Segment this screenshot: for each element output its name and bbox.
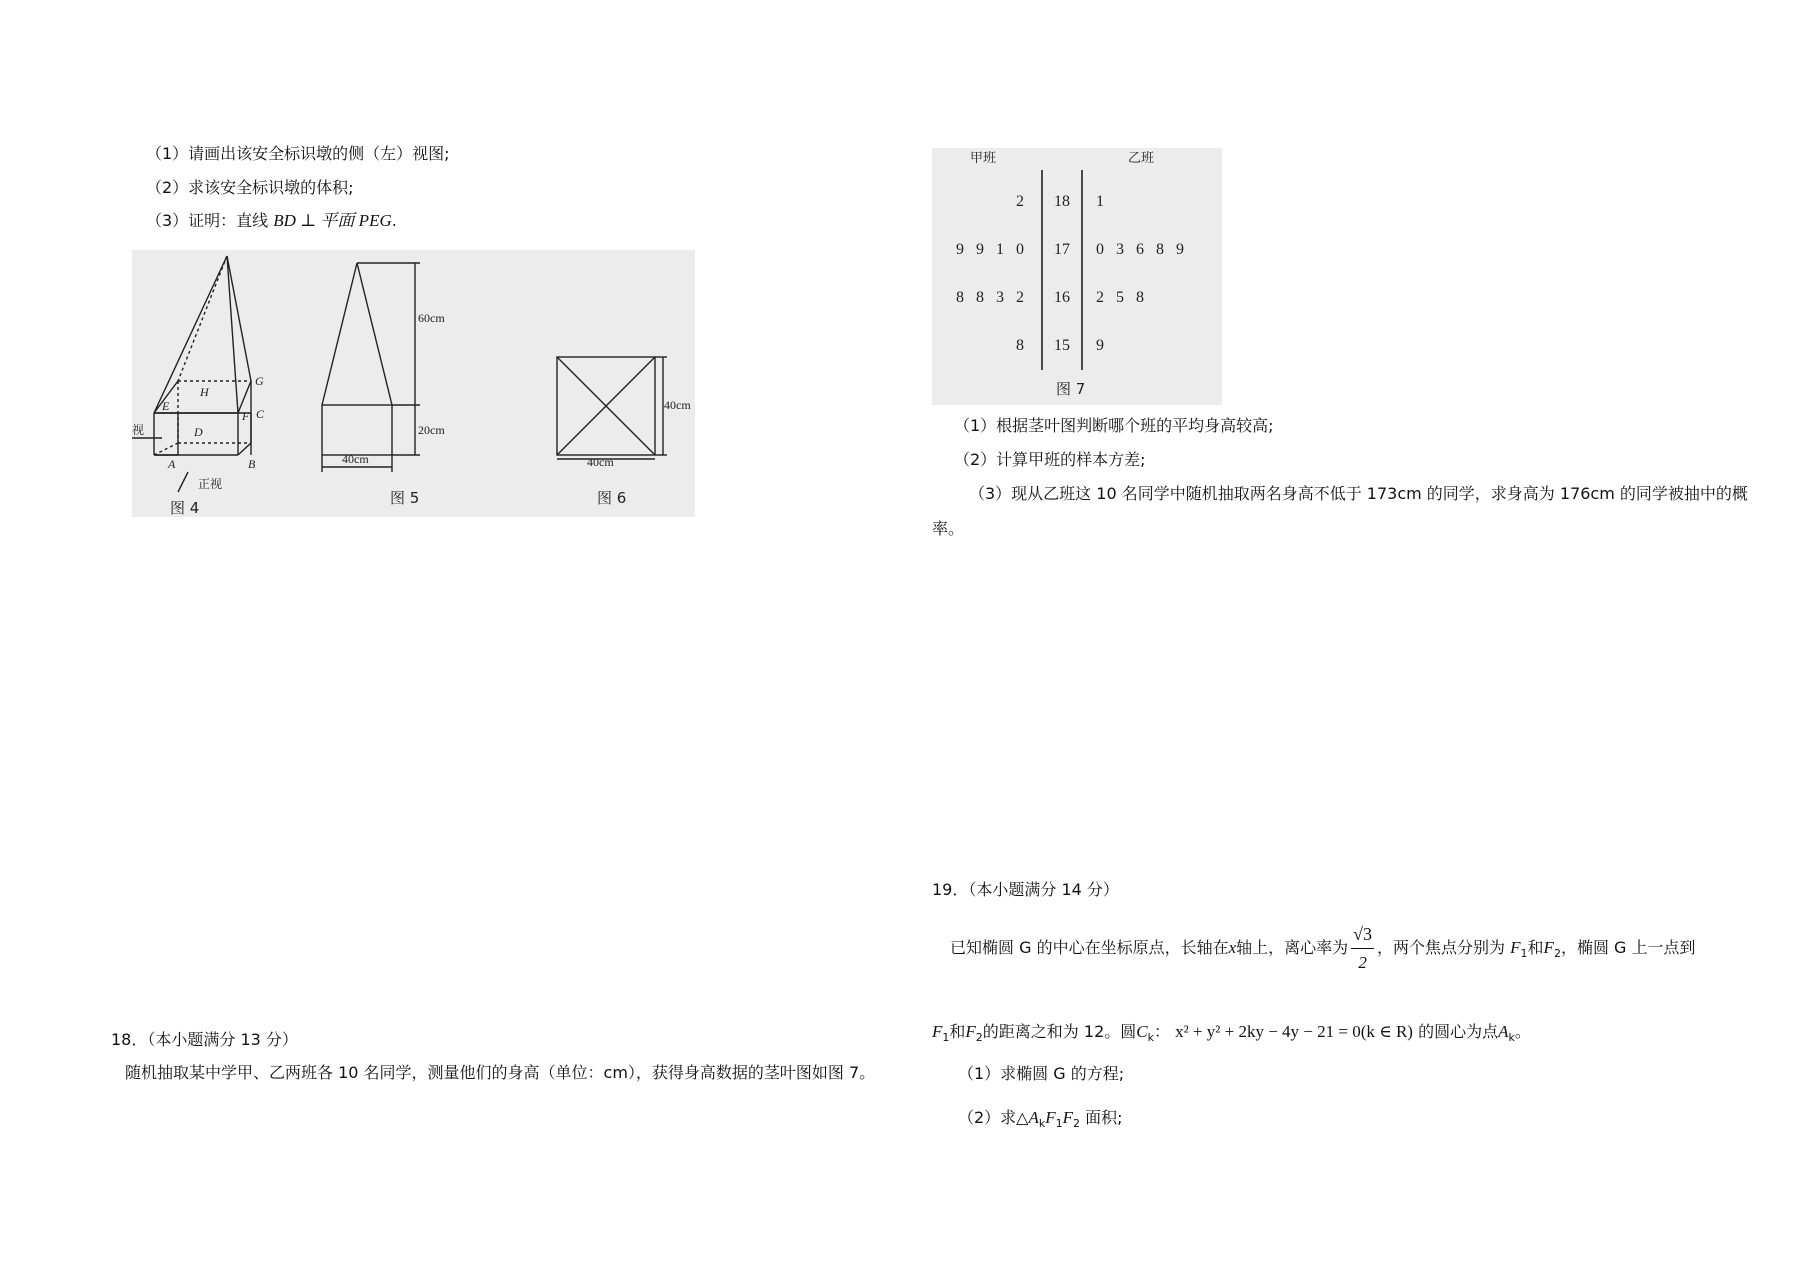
dim-40cm-fig5: 40cm: [342, 452, 369, 466]
fig5-caption: 图 5: [390, 489, 420, 507]
dim-40cm-fig6-bottom: 40cm: [587, 455, 614, 469]
header-class-a: 甲班: [970, 150, 997, 165]
q17-item-3: （3）证明：直线 BD ⊥ 平面 PEG.: [146, 211, 397, 230]
q19-line2-a: 的距离之和为 12。圆: [982, 1022, 1137, 1041]
dim-60cm: 60cm: [418, 311, 445, 325]
side-view-label: 视: [132, 423, 145, 437]
fig6-caption: 图 6: [597, 489, 627, 507]
q19-item-2: （2）求$\triangle A_kF_1F_2$ 面积;: [958, 1108, 1123, 1131]
leaf-a-16: 8 8 3 2: [956, 289, 1024, 306]
stem-16: 16: [1054, 289, 1070, 306]
point-B: B: [248, 457, 256, 471]
stem-17: 17: [1054, 241, 1070, 258]
q18-item-3: （3）现从乙班这 10 名同学中随机抽取两名身高不低于 173cm 的同学，求身高为 176cm 的同学被抽中的概: [969, 484, 1748, 503]
q19-line1-c: ，两个焦点分别为: [1377, 938, 1506, 957]
leaf-a-17: 9 9 1 0: [956, 241, 1024, 258]
q18-text: 随机抽取某中学甲、乙两班各 10 名同学，测量他们的身高（单位：cm），获得身高数据的茎叶图如图 7。: [125, 1063, 876, 1082]
eccentricity-fraction: [1351, 920, 1374, 977]
point-G: G: [255, 374, 264, 388]
q19-line1-d: 和: [1527, 938, 1544, 957]
q18-item-2: （2）计算甲班的样本方差;: [954, 450, 1146, 469]
leaf-a-18: 2: [1016, 193, 1024, 210]
q19-line1-a: 已知椭圆 G 的中心在坐标原点，长轴在: [950, 938, 1229, 957]
q19-item-1: （1）求椭圆 G 的方程;: [958, 1064, 1125, 1083]
leaf-b-17: 0 3 6 8 9: [1096, 241, 1184, 258]
fig4-caption: 图 4: [170, 499, 200, 517]
q19-line-1: 已知椭圆 G 的中心在坐标原点，长轴在x轴上，离心率为 $\frac{√3}{2}$ ，两个焦点分别为 $F_1$和$F_2$，椭圆 G 上一点到: [950, 920, 1696, 977]
dim-20cm: 20cm: [418, 423, 445, 437]
q17-item-2: （2）求该安全标识墩的体积;: [146, 178, 354, 197]
point-F: F: [242, 409, 250, 423]
q19-item-2-text: （2）求△: [958, 1108, 1029, 1127]
leaf-b-16: 2 5 8: [1096, 289, 1144, 306]
q17-item-3-text: （3）证明：直线: [146, 211, 269, 230]
q19-x: x: [1228, 938, 1237, 957]
q18-item-1: （1）根据茎叶图判断哪个班的平均身高较高;: [954, 416, 1274, 435]
stem-leaf-plot: [932, 148, 1222, 405]
point-H: H: [200, 385, 209, 399]
stem-18: 18: [1054, 193, 1070, 210]
q17-item-1: （1）请画出该安全标识墩的侧（左）视图;: [146, 144, 450, 163]
q18-title: 18．（本小题满分 13 分）: [111, 1030, 298, 1049]
point-E: E: [162, 399, 170, 413]
circle-equation: x² + y² + 2ky − 4y − 21 = 0(k ∈ R): [1175, 1022, 1413, 1041]
q17-item-3-math: BD ⊥ 平面 PEG: [273, 211, 392, 230]
point-D: D: [194, 425, 203, 439]
q18-item-3-cont: 率。: [932, 519, 965, 538]
leaf-b-18: 1: [1096, 193, 1104, 210]
header-class-b: 乙班: [1128, 150, 1155, 165]
leaf-b-15: 9: [1096, 337, 1104, 354]
front-view-label: 正视: [198, 477, 223, 491]
point-A: A: [168, 457, 176, 471]
frac-denominator: 2: [1358, 953, 1367, 972]
fig7-caption: 图 7: [1056, 380, 1086, 398]
q19-line1-b: 轴上，离心率为: [1236, 938, 1349, 957]
dim-40cm-fig6-side: 40cm: [664, 398, 691, 412]
q19-item-2-tail: 面积;: [1085, 1108, 1123, 1127]
q19-title: 19．（本小题满分 14 分）: [932, 880, 1119, 899]
figure-4-5-6: [132, 250, 695, 517]
frac-numerator: √3: [1351, 920, 1374, 949]
point-C: C: [256, 407, 265, 421]
q19-line2-b: 的圆心为点: [1418, 1022, 1499, 1041]
q19-line1-e: ，椭圆 G 上一点到: [1560, 938, 1696, 957]
stem-15: 15: [1054, 337, 1070, 354]
q19-line-2: $F_1$和$F_2$的距离之和为 12。圆$C_k$： x² + y² + 2ky − 4y − 21 = 0(k ∈ R) 的圆心为点$A_k$。: [932, 1022, 1531, 1045]
leaf-a-15: 8: [1016, 337, 1024, 354]
